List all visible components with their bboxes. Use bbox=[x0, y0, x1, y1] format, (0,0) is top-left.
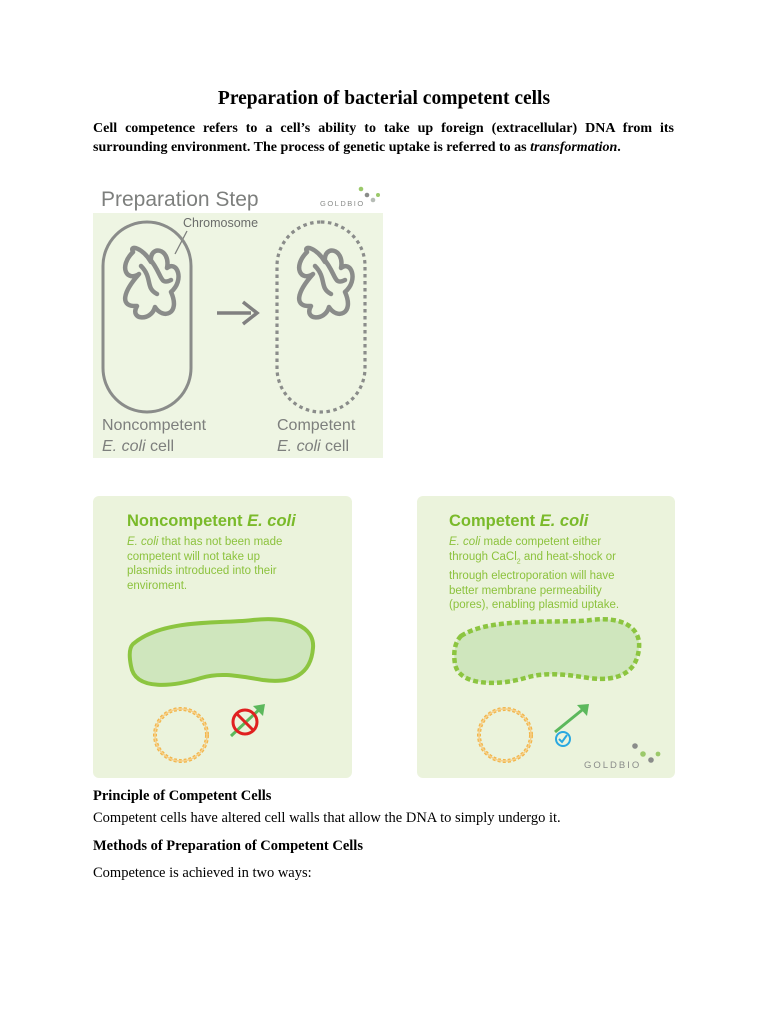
competent-panel-title bbox=[449, 512, 588, 531]
methods-heading: Methods of Preparation of Competent Cells bbox=[93, 838, 363, 854]
desc-text: made competent either bbox=[480, 536, 602, 548]
cell-word: cell bbox=[145, 438, 175, 455]
desc-line: better membrane permeability bbox=[449, 584, 602, 597]
subscript: 2 bbox=[516, 557, 521, 565]
logo-dot bbox=[632, 743, 638, 749]
desc-species: E. coli bbox=[127, 536, 159, 548]
desc-species: E. coli bbox=[449, 536, 481, 548]
desc-line: through electroporation will have bbox=[449, 570, 615, 583]
logo-dot bbox=[376, 193, 380, 197]
page-title: Preparation of bacterial competent cells bbox=[217, 88, 551, 109]
desc-line: enviroment. bbox=[127, 579, 188, 592]
intro-term: transformation bbox=[530, 139, 618, 155]
logo-dot bbox=[648, 757, 654, 763]
noncompetent-panel-description bbox=[127, 535, 347, 593]
species-name: E. coli bbox=[102, 438, 146, 455]
logo-dot bbox=[359, 187, 364, 192]
competent-panel-description bbox=[449, 535, 671, 613]
title-text: Competent bbox=[449, 512, 540, 530]
logo-dot bbox=[640, 751, 646, 757]
brand-text: GOLDBIO bbox=[320, 199, 365, 208]
intro-text: Cell competence refers to a cell’s ability to take up foreign (extracellular) DNA from its surrounding environment. The process of genetic uptake is referred to as bbox=[93, 121, 674, 155]
competent-label: Competent bbox=[277, 417, 356, 434]
competent-species-label bbox=[277, 438, 349, 455]
desc-text: and heat-shock or bbox=[520, 550, 616, 563]
figure-heading: Preparation Step bbox=[101, 188, 259, 211]
noncompetent-panel-title bbox=[127, 512, 296, 531]
preparation-step-figure bbox=[93, 182, 383, 458]
title-text: Noncompetent bbox=[127, 512, 248, 530]
desc-line: (pores), enabling plasmid uptake. bbox=[449, 599, 620, 612]
noncompetent-label: Noncompetent bbox=[102, 417, 207, 434]
chromosome-label: Chromosome bbox=[183, 216, 259, 230]
desc-line: plasmids introduced into their bbox=[127, 565, 277, 577]
logo-dot bbox=[656, 752, 661, 757]
desc-line bbox=[449, 550, 671, 570]
desc-text: through CaCl bbox=[449, 550, 517, 563]
desc-line bbox=[449, 535, 671, 550]
title-species: E. coli bbox=[539, 512, 589, 530]
methods-text: Competence is achieved in two ways: bbox=[93, 865, 312, 881]
intro-end: . bbox=[617, 139, 621, 155]
desc-text: that has not been made bbox=[158, 536, 283, 548]
desc-line: competent will not take up bbox=[127, 550, 260, 563]
noncompetent-cell-membrane bbox=[130, 619, 313, 685]
principle-text: Competent cells have altered cell walls that allow the DNA to simply undergo it. bbox=[93, 810, 561, 826]
intro-paragraph bbox=[93, 120, 674, 157]
logo-dot bbox=[365, 193, 370, 198]
title-species: E. coli bbox=[247, 512, 296, 530]
principle-heading: Principle of Competent Cells bbox=[93, 788, 272, 804]
noncompetent-species-label bbox=[102, 438, 174, 455]
desc-line bbox=[127, 535, 347, 550]
logo-dot bbox=[371, 198, 376, 203]
competent-cell-membrane bbox=[454, 619, 639, 683]
cell-word: cell bbox=[320, 438, 350, 455]
goldbio-logo bbox=[320, 187, 380, 208]
brand-text: GOLDBIO bbox=[584, 760, 642, 771]
species-name: E. coli bbox=[277, 438, 321, 455]
